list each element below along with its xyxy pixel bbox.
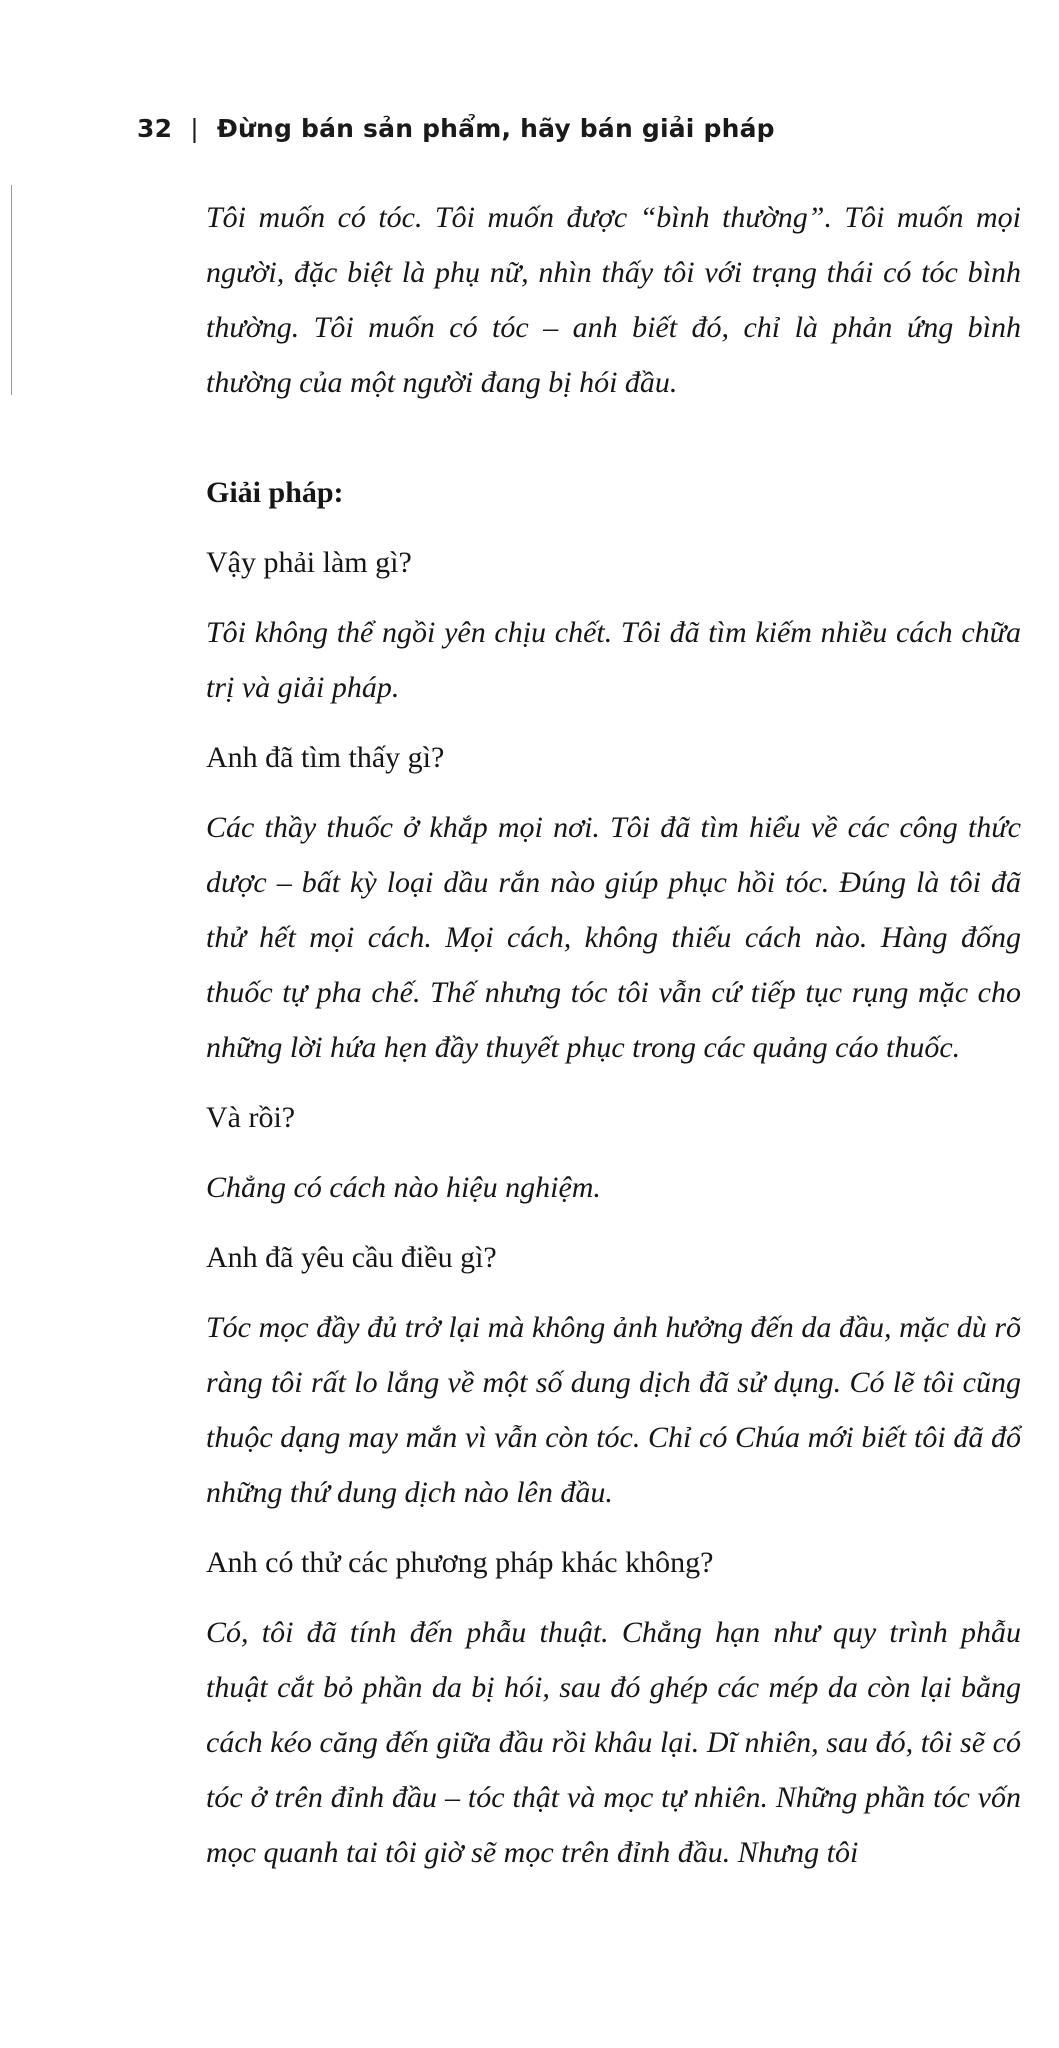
dialogue-question: Vậy phải làm gì? <box>206 546 412 579</box>
book-title: Đừng bán sản phẩm, hãy bán giải pháp <box>216 114 775 143</box>
dialogue-answer: Tóc mọc đầy đủ trở lại mà không ảnh hưởng đến da đầu, mặc dù rõ ràng tôi rất lo lắng về một số dung dịch đã sử dụng. Có lẽ tôi cũng thuộc dạng may mắn vì vẫn còn tóc. Chỉ có Chúa mới biết tôi đã đổ những thứ dung dịch nào lên đầu. <box>206 1311 1021 1509</box>
running-header <box>137 114 775 143</box>
dialogue-question: Anh có thử các phương pháp khác không? <box>206 1546 714 1579</box>
page-number: 32 <box>137 114 173 143</box>
dialogue-answer: Chẳng có cách nào hiệu nghiệm. <box>206 1171 601 1204</box>
section-heading: Giải pháp: <box>206 476 344 509</box>
header-separator: | <box>190 114 199 143</box>
page-edge-line <box>11 185 12 395</box>
dialogue-answer: Có, tôi đã tính đến phẫu thuật. Chẳng hạn như quy trình phẫu thuật cắt bỏ phần da bị hói, sau đó ghép các mép da còn lại bằng cách kéo căng đến giữa đầu rồi khâu lại. Dĩ nhiên, sau đó, tôi sẽ có tóc ở trên đỉnh đầu – tóc thật và mọc tự nhiên. Những phần tóc vốn mọc quanh tai tôi giờ sẽ mọc trên đỉnh đầu. Nhưng tôi <box>206 1616 1021 1869</box>
dialogue-question: Anh đã tìm thấy gì? <box>206 741 445 774</box>
dialogue-answer: Tôi không thể ngồi yên chịu chết. Tôi đã tìm kiếm nhiều cách chữa trị và giải pháp. <box>206 616 1021 704</box>
dialogue-answer: Các thầy thuốc ở khắp mọi nơi. Tôi đã tìm hiểu về các công thức dược – bất kỳ loại dầu rắn nào giúp phục hồi tóc. Đúng là tôi đã thử hết mọi cách. Mọi cách, không thiếu cách nào. Hàng đống thuốc tự pha chế. Thế nhưng tóc tôi vẫn cứ tiếp tục rụng mặc cho những lời hứa hẹn đầy thuyết phục trong các quảng cáo thuốc. <box>206 811 1021 1064</box>
dialogue-question: Và rồi? <box>206 1101 296 1134</box>
dialogue-question: Anh đã yêu cầu điều gì? <box>206 1241 497 1274</box>
page-body <box>206 190 1021 1895</box>
opening-paragraph: Tôi muốn có tóc. Tôi muốn được “bình thường”. Tôi muốn mọi người, đặc biệt là phụ nữ, nhìn thấy tôi với trạng thái có tóc bình thường. Tôi muốn có tóc – anh biết đó, chỉ là phản ứng bình thường của một người đang bị hói đầu. <box>206 201 1021 399</box>
